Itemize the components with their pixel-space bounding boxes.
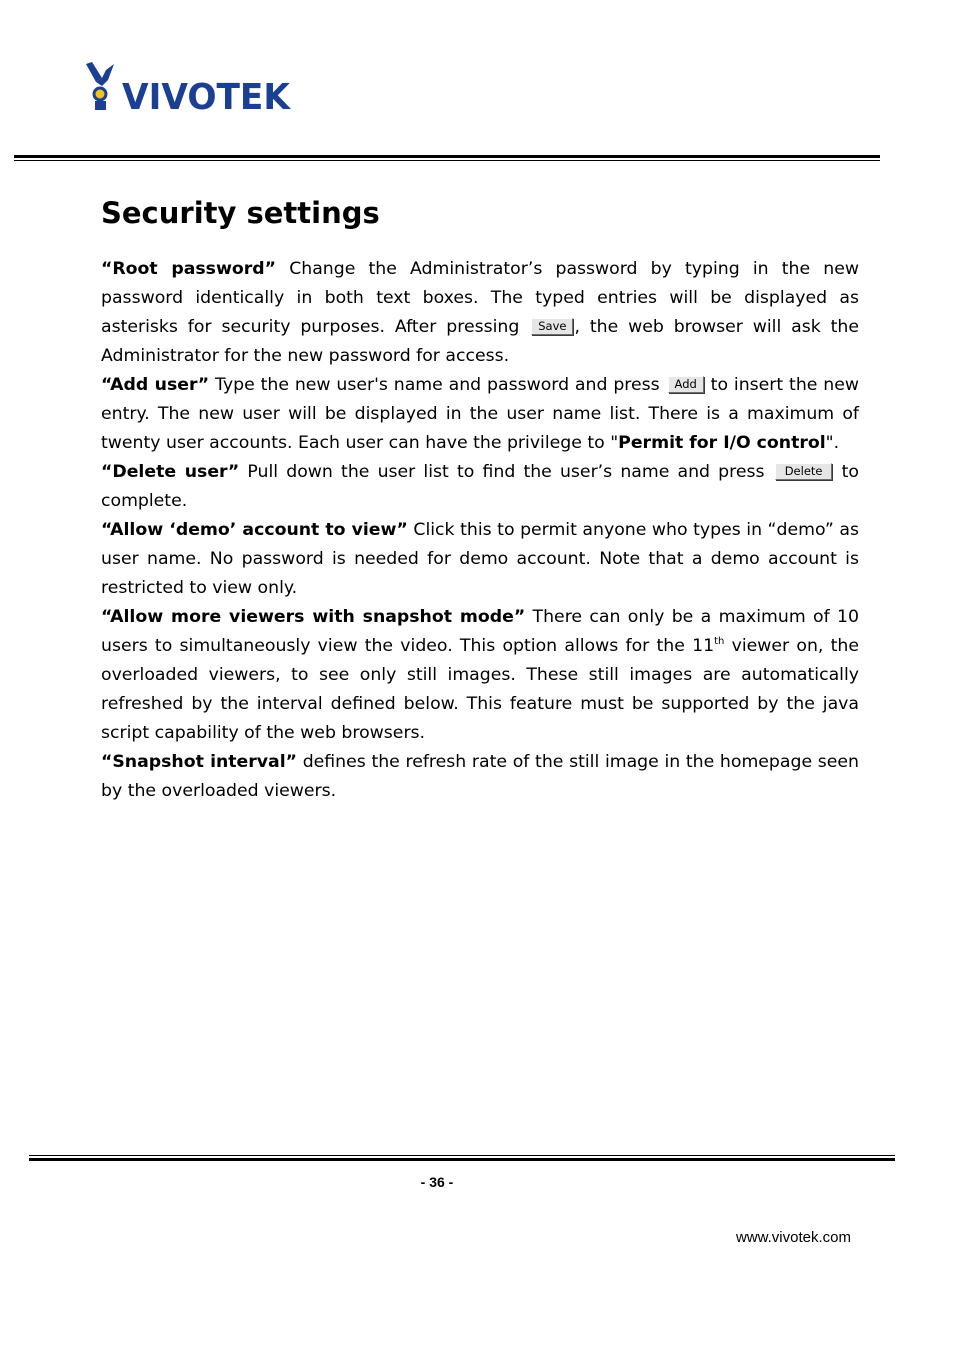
footer-rule-thin <box>29 1155 895 1156</box>
term-delete-user: “Delete user” <box>101 462 240 482</box>
vivotek-logo <box>84 62 294 114</box>
header-rule <box>14 155 880 158</box>
footer-rule <box>29 1158 895 1161</box>
paragraph-root-password: “Root password” Change the Administrator’s password by typing in the new password identically in both text boxes. The typed entries will be displayed as asterisks for security purposes. After pressing Save , the web browser will ask the Administrator for the new password for access. <box>101 259 859 366</box>
term-root-password: “Root password” <box>101 259 277 279</box>
content <box>101 255 859 806</box>
term-demo-account: “Allow ‘demo’ account to view” <box>101 520 408 540</box>
term-snapshot-mode: “Allow more viewers with snapshot mode” <box>101 607 526 627</box>
permit-io-control: Permit for I/O control <box>618 433 826 453</box>
add-button[interactable]: Add <box>668 376 704 393</box>
paragraph-snapshot-interval: “Snapshot interval” defines the refresh rate of the still image in the homepage seen by the overloaded viewers. <box>101 752 859 801</box>
paragraph-add-user: “Add user” Type the new user's name and password and press Add to insert the new entry. The new user will be displayed in the user name list. There is a maximum of twenty user accounts. Each user can have the privilege to "Permit for I/O control". <box>101 375 859 453</box>
paragraph-snapshot-mode: “Allow more viewers with snapshot mode” There can only be a maximum of 10 users to simultaneously view the video. This option allows for the 11th viewer on, the overloaded viewers, to see only still images. These still images are automatically refreshed by the interval defined below. This feature must be supported by the java script capability of the web browsers. <box>101 607 860 743</box>
paragraph-delete-user: “Delete user” Pull down the user list to find the user’s name and press Delete to complete. <box>101 462 859 511</box>
header-rule-thin <box>14 160 880 161</box>
page-title: Security settings <box>101 196 380 230</box>
term-snapshot-interval: “Snapshot interval” <box>101 752 298 772</box>
website-url: www.vivotek.com <box>735 1229 851 1246</box>
page-number: - 36 - <box>420 1174 454 1190</box>
paragraph-demo-account: “Allow ‘demo’ account to view” Click this to permit anyone who types in “demo” as user name. No password is needed for demo account. Note that a demo account is restricted to view only. <box>101 520 859 598</box>
delete-button[interactable]: Delete <box>775 463 833 480</box>
camera-icon <box>86 62 114 110</box>
save-button[interactable]: Save <box>531 318 573 335</box>
logo-text: VIVOTEK <box>122 77 292 114</box>
term-add-user: “Add user” <box>101 375 210 395</box>
